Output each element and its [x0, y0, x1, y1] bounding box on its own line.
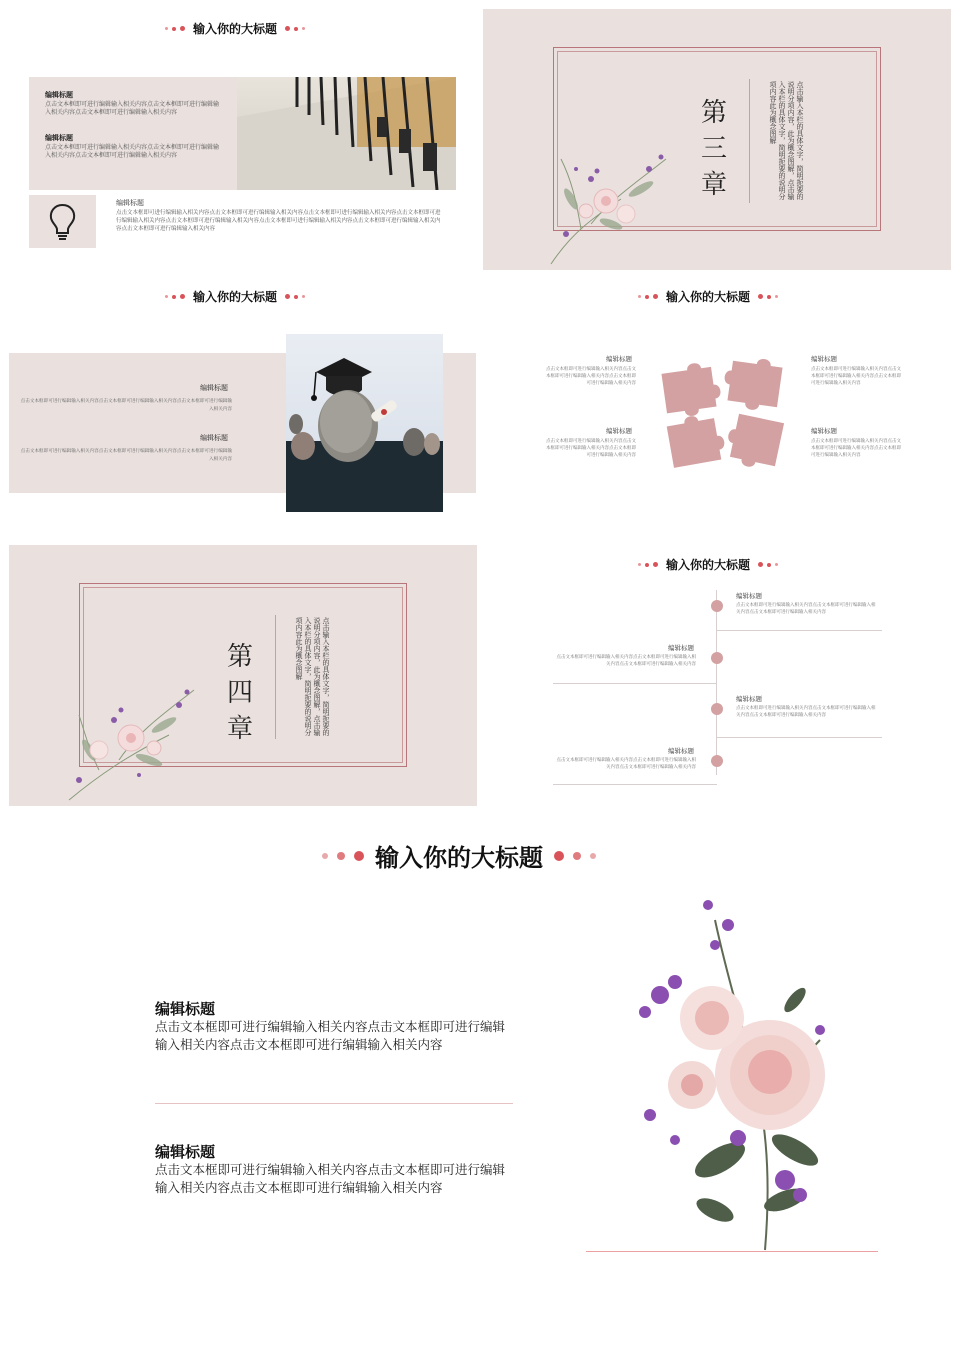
graduation-stones-illustration — [286, 334, 443, 512]
timeline-dot — [711, 652, 723, 664]
slide-title: 输入你的大标题 — [638, 288, 778, 305]
item-body: 点击文本框即可进行编辑输入相关内容点击文本框即可进行编辑输入相关内容点击文本框即可进行编辑输入相关内容 — [546, 438, 636, 457]
slide-5 — [9, 545, 477, 806]
item-body: 点击文本框即可进行编辑输入相关内容点击文本框即可进行编辑输入相关内容点击文本框即可进行编辑输入相关内容 — [811, 438, 901, 457]
item-body: 点击文本框即可进行编辑输入相关内容点击文本框即可进行编辑输入相关内容点击文本框即可进行编辑输入相关内容 — [556, 654, 696, 666]
separator-line — [553, 784, 717, 785]
flower-bouquet-illustration — [531, 139, 681, 269]
graduation-photo — [286, 334, 443, 512]
slide-2 — [483, 9, 951, 270]
item-heading: 编辑标题 — [45, 92, 73, 99]
separator-line — [553, 683, 717, 684]
item-heading: 编辑标题 — [668, 748, 694, 755]
item-heading: 编辑标题 — [200, 385, 228, 392]
bottom-body: 点击文本框即可进行编辑输入相关内容点击文本框即可进行编辑输入相关内容点击文本框即可进行编辑输入相关内容点击文本框即可进行编辑输入相关内容点击文本框即可进行编辑输入相关内容点击文本框即可进行编辑输入相关内容点击文本框即可进行编辑输入相关内容点击文本框即可进行编辑输入相关内容 — [116, 210, 441, 232]
item-heading: 编辑标题 — [811, 356, 837, 363]
item-body: 点击文本框即可进行编辑输入相关内容点击文本框即可进行编辑输入相关内容点击文本框即可进行编辑输入相关内容 — [20, 398, 232, 411]
chapter-description: 点击输入本栏的具体文字，简明扼要的说明分项内容，此为概念图解，点击输入本栏的具体文字，简明扼要的说明分项内容此为概念图解 — [769, 81, 803, 200]
item-heading: 编辑标题 — [155, 1001, 216, 1018]
item-body: 点击文本框即可进行编辑输入相关内容点击文本框即可进行编辑输入相关内容点击文本框即可进行编辑输入相关内容 — [736, 705, 876, 717]
item-heading: 编辑标题 — [668, 645, 694, 652]
timeline-dot — [711, 600, 723, 612]
item-heading: 编辑标题 — [606, 356, 632, 363]
divider — [749, 79, 750, 203]
peony-flower-illustration — [620, 890, 870, 1255]
item-body: 点击文本框即可进行编辑输入相关内容点击文本框即可进行编辑输入相关内容点击文本框即可进行编辑输入相关内容 — [155, 1163, 506, 1195]
chapter-description: 点击输入本栏的具体文字，简明扼要的说明分项内容，此为概念图解，点击输入本栏的具体文字，简明扼要的说明分项内容此为概念图解 — [295, 617, 329, 736]
slide-title: 输入你的大标题 — [638, 556, 778, 573]
chapter-number: 第 三 章 — [700, 98, 727, 200]
item-body: 点击文本框即可进行编辑输入相关内容点击文本框即可进行编辑输入相关内容点击文本框即可进行编辑输入相关内容 — [155, 1020, 506, 1052]
bottom-heading: 编辑标题 — [116, 200, 144, 207]
item-heading: 编辑标题 — [736, 696, 762, 703]
item-body: 点击文本框即可进行编辑输入相关内容点击文本框即可进行编辑输入相关内容点击文本框即可进行编辑输入相关内容 — [546, 366, 636, 385]
slide-title: 输入你的大标题 — [165, 288, 305, 305]
separator-line — [586, 1251, 878, 1252]
flower-bouquet-illustration — [59, 680, 209, 805]
item-body: 点击文本框即可进行编辑输入相关内容点击文本框即可进行编辑输入相关内容点击文本框即可进行编辑输入相关内容 — [736, 602, 876, 614]
item-heading: 编辑标题 — [155, 1144, 216, 1161]
item-heading: 编辑标题 — [736, 593, 762, 600]
lightbulb-icon — [29, 195, 96, 248]
item-body: 点击文本框即可进行编辑输入相关内容点击文本框即可进行编辑输入相关内容点击文本框即可进行编辑输入相关内容 — [45, 102, 220, 116]
item-body: 点击文本框即可进行编辑输入相关内容点击文本框即可进行编辑输入相关内容点击文本框即可进行编辑输入相关内容 — [556, 757, 696, 769]
item-body: 点击文本框即可进行编辑输入相关内容点击文本框即可进行编辑输入相关内容点击文本框即可进行编辑输入相关内容 — [811, 366, 901, 385]
chapter-number: 第 四 章 — [226, 642, 253, 744]
timeline-dot — [711, 755, 723, 767]
item-heading: 编辑标题 — [811, 428, 837, 435]
item-heading: 编辑标题 — [45, 135, 73, 142]
separator-line — [155, 1103, 513, 1104]
slide-title: 输入你的大标题 — [322, 838, 596, 873]
slide-title: 输入你的大标题 — [165, 20, 305, 37]
item-heading: 编辑标题 — [200, 435, 228, 442]
icon-box — [29, 195, 96, 248]
separator-line — [716, 630, 882, 631]
item-body: 点击文本框即可进行编辑输入相关内容点击文本框即可进行编辑输入相关内容点击文本框即可进行编辑输入相关内容 — [20, 448, 232, 461]
separator-line — [716, 737, 882, 738]
item-heading: 编辑标题 — [606, 428, 632, 435]
puzzle-icon — [660, 358, 788, 470]
timeline-dot — [711, 703, 723, 715]
item-body: 点击文本框即可进行编辑输入相关内容点击文本框即可进行编辑输入相关内容点击文本框即可进行编辑输入相关内容 — [45, 145, 220, 159]
divider — [275, 615, 276, 739]
chairs-illustration — [237, 77, 456, 190]
auditorium-photo — [237, 77, 456, 190]
